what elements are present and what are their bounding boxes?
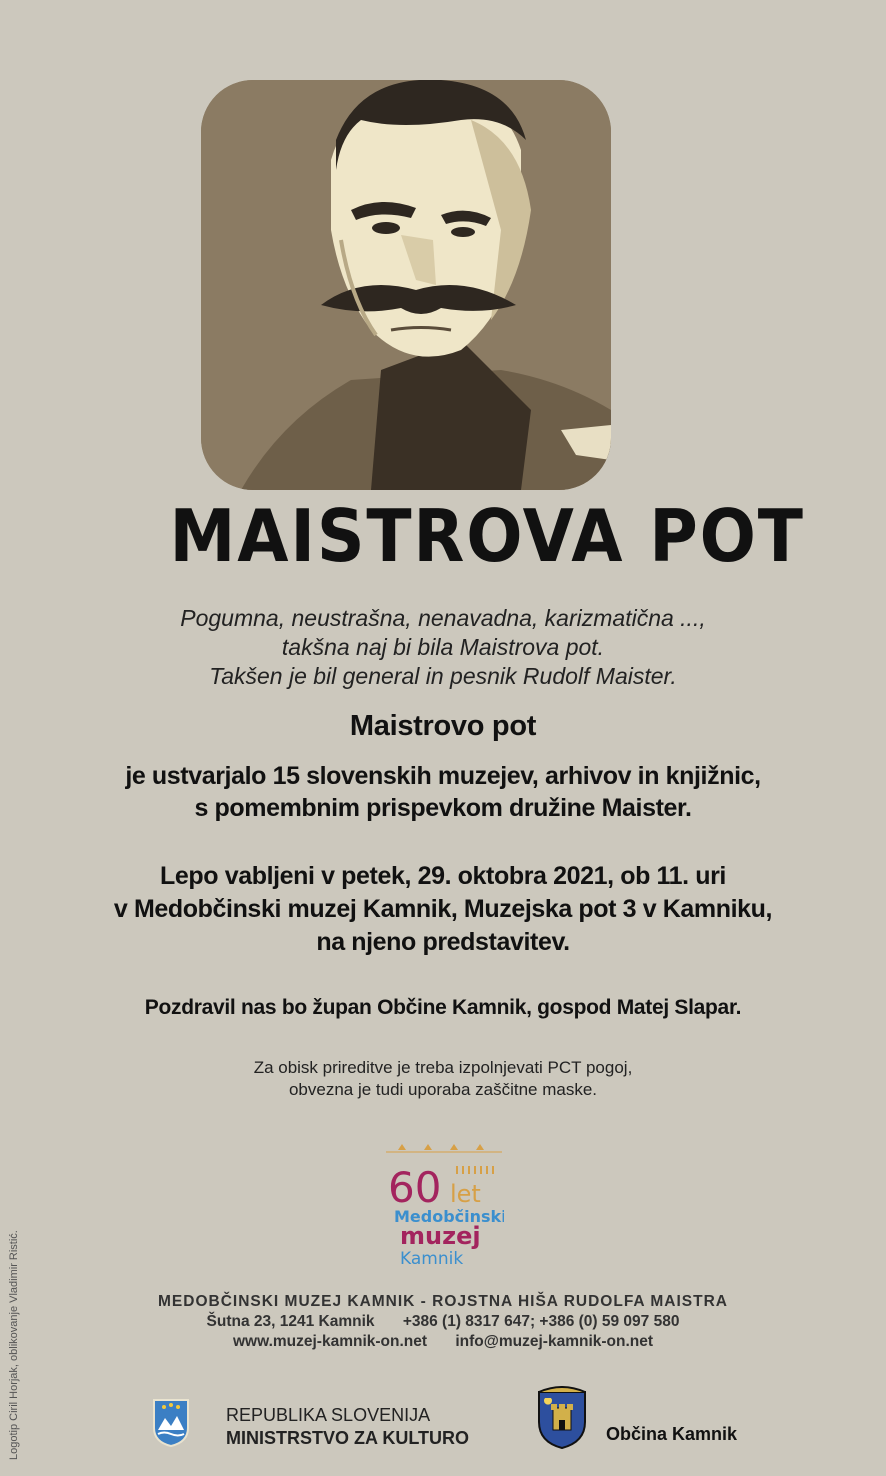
ministry-text <box>226 1404 469 1450</box>
logo-medobcinski: Medobčinski <box>394 1207 504 1226</box>
invitation <box>0 860 886 959</box>
greeting: Pozdravil nas bo župan Občine Kamnik, gospod Matej Slapar. <box>144 996 742 1019</box>
invitation-line: v Medobčinski muzej Kamnik, Muzejska pot 3 v Kamniku, <box>113 895 773 923</box>
museum-phones: +386 (1) 8317 647; +386 (0) 59 097 580 <box>402 1313 680 1330</box>
museum-contact <box>0 1292 886 1352</box>
kamnik-coat-of-arms-icon <box>533 1386 591 1450</box>
intro-text <box>0 604 886 691</box>
logo-kamnik: Kamnik <box>400 1249 464 1269</box>
ministry-label: MINISTRSTVO ZA KULTURO <box>226 1428 469 1448</box>
slovenia-coat-of-arms-icon <box>152 1398 190 1448</box>
contact-row <box>0 1312 886 1332</box>
invitation-line: na njeno predstavitev. <box>316 928 570 956</box>
intro-line: Takšen je bil general in pesnik Rudolf Maister. <box>209 663 677 689</box>
description-line: s pomembnim prispevkom družine Maister. <box>194 794 692 822</box>
contact-row <box>0 1332 886 1352</box>
invitation-line: Lepo vabljeni v petek, 29. oktobra 2021, ob 11. uri <box>160 862 726 890</box>
museum-address: Šutna 23, 1241 Kamnik <box>206 1313 375 1330</box>
logo-number: 60 <box>388 1163 442 1212</box>
intro-line: Pogumna, neustrašna, nenavadna, karizmatična ..., <box>180 605 706 631</box>
design-credit: Logotip Ciril Horjak, oblikovanje Vladimir Ristić. <box>8 1230 20 1460</box>
event-title: MAISTROVA POT <box>169 494 805 578</box>
intro-line: takšna naj bi bila Maistrova pot. <box>281 634 605 660</box>
note-line: obvezna je tudi uporaba zaščitne maske. <box>288 1080 598 1099</box>
museum-name: MEDOBČINSKI MUZEJ KAMNIK - ROJSTNA HIŠA RUDOLFA MAISTRA <box>158 1293 728 1310</box>
museum-web-link[interactable]: www.muzej-kamnik-on.net <box>232 1333 428 1350</box>
maister-portrait <box>201 80 611 490</box>
note-line: Za obisk prireditve je treba izpolnjevati PCT pogoj, <box>253 1058 633 1077</box>
museum-email-link[interactable]: info@muzej-kamnik-on.net <box>455 1333 654 1350</box>
republic-label: REPUBLIKA SLOVENIJA <box>226 1405 431 1425</box>
municipality-name: Občina Kamnik <box>606 1424 738 1444</box>
description-line: je ustvarjalo 15 slovenskih muzejev, arhivov in knjižnic, <box>125 762 761 790</box>
covid-note <box>0 1057 886 1101</box>
description <box>0 760 886 824</box>
anniversary-logo <box>384 1140 504 1270</box>
logo-muzej: muzej <box>400 1222 481 1250</box>
section-heading: Maistrovo pot <box>349 710 537 742</box>
logo-let: let <box>450 1180 481 1208</box>
